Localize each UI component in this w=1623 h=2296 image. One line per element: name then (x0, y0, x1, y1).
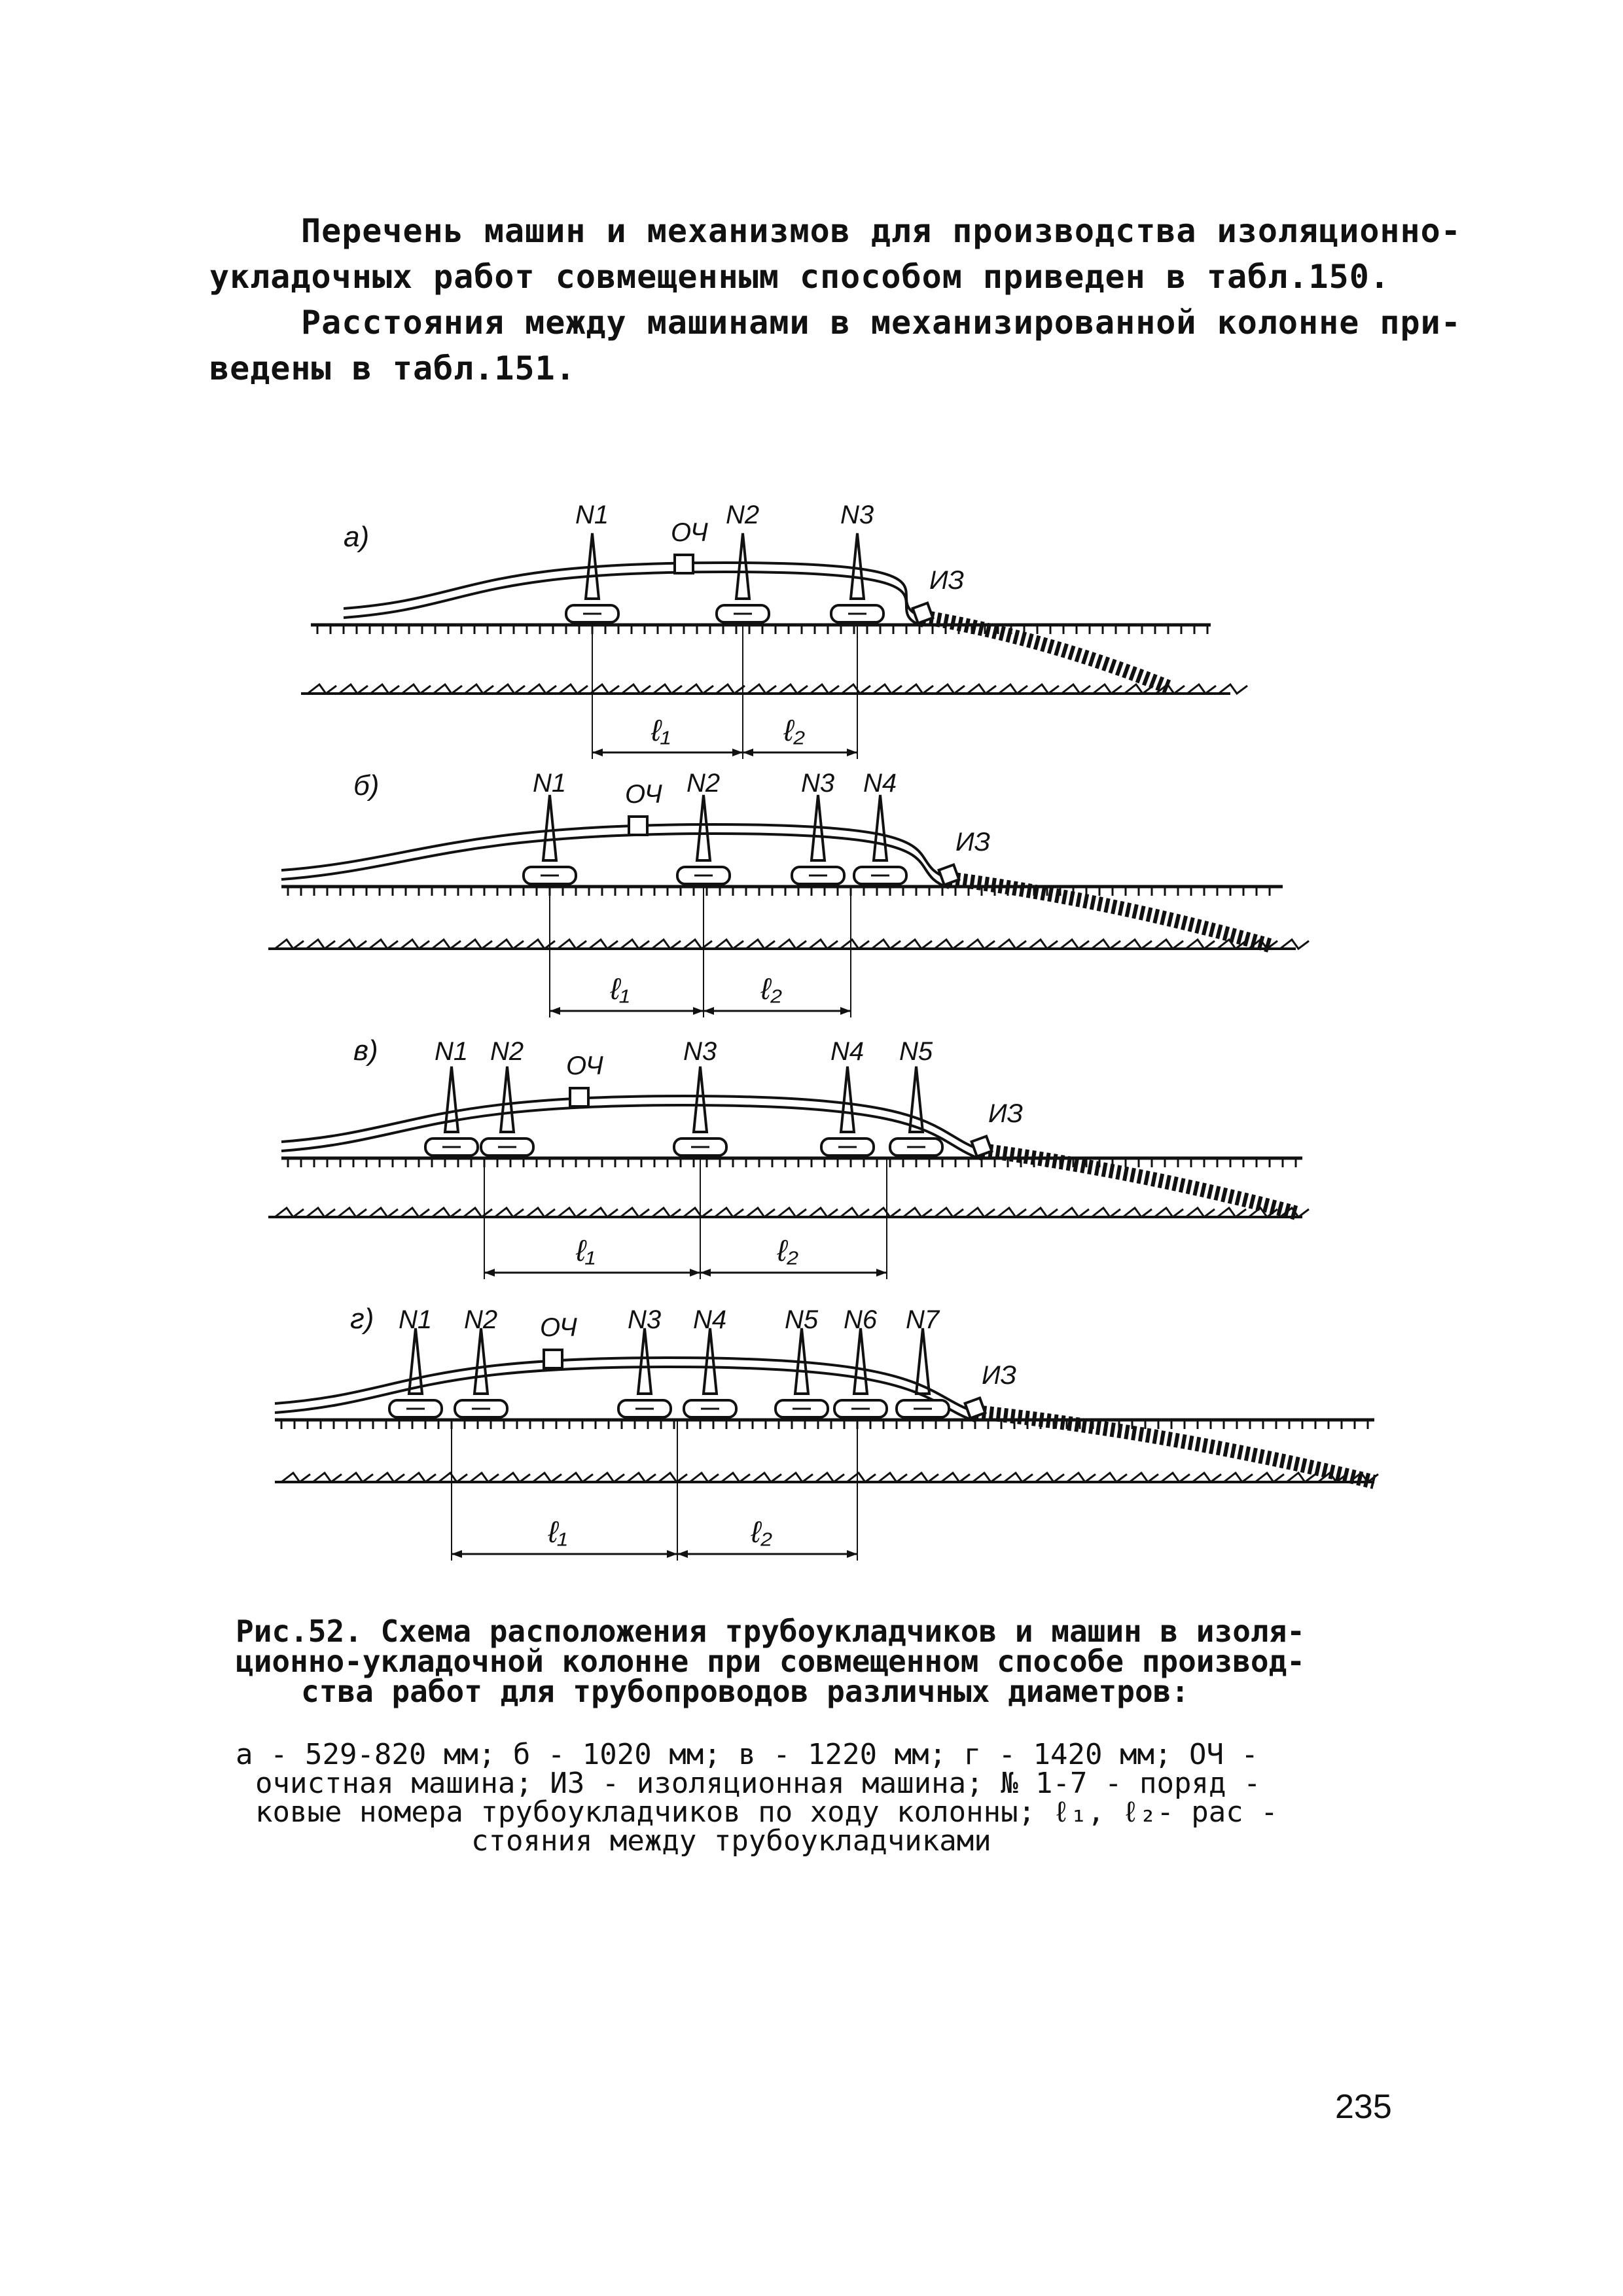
paragraph-2-line-1: Расстояния между машинами в механизированной колонне при- (301, 304, 1461, 342)
pipelayer-1 (389, 1305, 442, 1417)
cleaning-machine-marker (544, 1350, 562, 1368)
pipelayer-2 (677, 769, 730, 884)
pipelayer-number-label: N1 (575, 501, 609, 529)
pipelayer-number-label: N3 (801, 769, 835, 798)
pipelayer-number-label: N3 (683, 1037, 717, 1066)
pipelayer-number-label: N3 (840, 501, 874, 529)
pipelayer-2 (481, 1037, 533, 1156)
pipelayer-number-label: N2 (726, 501, 760, 529)
pipelayer-4 (821, 1037, 874, 1156)
paragraph-1-line-2: укладочных работ совмещенным способом приведен в табл.150. (209, 258, 1390, 296)
pipelayer-boom (474, 1328, 488, 1394)
soil-hatching (281, 1473, 1378, 1482)
pipelayer-boom (694, 1067, 707, 1132)
insulating-machine-marker (972, 1137, 992, 1157)
pipelayer-4 (684, 1305, 736, 1417)
insulated-pipe-into-trench (923, 617, 1168, 687)
cleaning-machine-label: ОЧ (625, 780, 662, 809)
panel-letter: в) (353, 1034, 378, 1067)
caption-title-line-3: ства работ для трубопроводов различных диаметров: (301, 1674, 1190, 1709)
pipelayer-3 (831, 501, 883, 622)
paragraph-1-line-1: Перечень машин и механизмов для производства изоляционно- (301, 212, 1461, 250)
pipelayer-boom (851, 533, 864, 599)
insulating-machine-label: ИЗ (988, 1099, 1024, 1128)
pipelayer-boom (916, 1328, 929, 1394)
cleaning-machine-label: ОЧ (566, 1051, 603, 1080)
insulating-machine-label: ИЗ (955, 828, 991, 857)
panel-letter: б) (353, 769, 380, 802)
caption-legend-line-3: ковые номера трубоукладчиков по ходу колонны; ℓ₁, ℓ₂- рас - (255, 1795, 1278, 1829)
pipelayer-number-label: N1 (399, 1305, 433, 1334)
cleaning-machine-marker (675, 555, 693, 573)
distance-l1-label: ℓ₁ (651, 713, 671, 747)
cleaning-machine-marker (570, 1088, 588, 1106)
pipelayer-7 (897, 1305, 949, 1417)
pipelayer-boom (543, 795, 556, 860)
pipelayer-number-label: N2 (464, 1305, 498, 1334)
pipelayer-1 (524, 769, 576, 884)
paragraph-2-line-2: ведены в табл.151. (209, 349, 576, 387)
pipe-upper (281, 1096, 982, 1150)
figure-caption-legend (236, 1740, 1400, 1856)
pipelayer-2 (455, 1305, 507, 1417)
insulated-pipe-into-trench (982, 1150, 1299, 1214)
figure-panel-4 (275, 1303, 1378, 1561)
figure-panel-1 (301, 501, 1247, 759)
caption-legend-line-1: а - 529-820 мм; б - 1020 мм; в - 1220 мм; г - 1420 мм; ОЧ - (236, 1738, 1258, 1771)
panel-letter: г) (350, 1303, 374, 1335)
soil-hatching (308, 684, 1247, 694)
pipelayer-number-label: N3 (628, 1305, 662, 1334)
insulated-pipe-into-trench (949, 879, 1270, 945)
figure-panel-3 (268, 1034, 1309, 1279)
pipelayer-boom (841, 1067, 854, 1132)
caption-title-line-2: ционно-укладочной колонне при совмещенном способе производ- (236, 1644, 1305, 1679)
panel-letter: а) (344, 521, 370, 553)
pipelayer-number-label: N2 (490, 1037, 524, 1066)
pipelayer-boom (501, 1067, 514, 1132)
figure-caption-title (236, 1614, 1400, 1709)
insulating-machine-marker (939, 865, 959, 885)
cleaning-machine-label: ОЧ (540, 1313, 577, 1342)
pipe-lower (281, 1105, 982, 1159)
pipelayer-6 (834, 1305, 887, 1417)
pipelayer-1 (425, 1037, 478, 1156)
insulating-machine-marker (913, 603, 933, 624)
pipelayer-boom (638, 1328, 651, 1394)
cleaning-machine-label: ОЧ (671, 518, 708, 547)
distance-l2-label: ℓ₂ (760, 972, 782, 1006)
page-number: 235 (1335, 2088, 1392, 2126)
caption-title-line-1: Рис.52. Схема расположения трубоукладчиков и машин в изоля- (236, 1614, 1305, 1649)
pipe-upper (281, 824, 949, 879)
pipe-lower (281, 834, 949, 888)
pipelayer-number-label: N5 (785, 1305, 819, 1334)
pipelayer-boom (910, 1067, 923, 1132)
caption-legend-line-4: стояния между трубоукладчиками (471, 1824, 991, 1858)
pipelayer-boom (874, 795, 887, 860)
distance-l2-label: ℓ₂ (777, 1233, 798, 1267)
pipelayer-boom (409, 1328, 422, 1394)
pipelayer-boom (854, 1328, 867, 1394)
pipelayer-number-label: N4 (863, 769, 897, 798)
pipelayer-number-label: N1 (533, 769, 567, 798)
pipelayer-number-label: N7 (906, 1305, 940, 1334)
distance-l1-label: ℓ₁ (548, 1515, 567, 1549)
distance-l2-label: ℓ₂ (783, 713, 805, 747)
pipelayer-number-label: N4 (830, 1037, 865, 1066)
pipelayer-number-label: N4 (693, 1305, 727, 1334)
soil-hatching (275, 940, 1309, 949)
figure-panel-2 (268, 769, 1309, 1017)
pipelayer-boom (736, 533, 749, 599)
pipelayer-boom (704, 1328, 717, 1394)
distance-l1-label: ℓ₁ (576, 1233, 596, 1267)
pipelayer-1 (566, 501, 618, 622)
cleaning-machine-marker (629, 817, 647, 835)
pipelayer-number-label: N1 (435, 1037, 469, 1066)
pipelayer-boom (697, 795, 710, 860)
pipelayer-5 (890, 1037, 942, 1156)
pipelayer-3 (618, 1305, 671, 1417)
pipelayer-4 (854, 769, 906, 884)
pipelayer-number-label: N2 (687, 769, 721, 798)
insulating-machine-marker (965, 1398, 986, 1419)
pipelayer-2 (717, 501, 769, 622)
caption-legend-line-2: очистная машина; ИЗ - изоляционная машина; № 1-7 - поряд - (255, 1767, 1261, 1800)
insulating-machine-label: ИЗ (929, 566, 965, 595)
insulating-machine-label: ИЗ (982, 1361, 1017, 1390)
soil-hatching (275, 1208, 1309, 1217)
pipelayer-number-label: N5 (899, 1037, 933, 1066)
distance-l2-label: ℓ₂ (751, 1515, 772, 1549)
distance-l1-label: ℓ₁ (610, 972, 630, 1006)
pipelayer-number-label: N6 (844, 1305, 878, 1334)
